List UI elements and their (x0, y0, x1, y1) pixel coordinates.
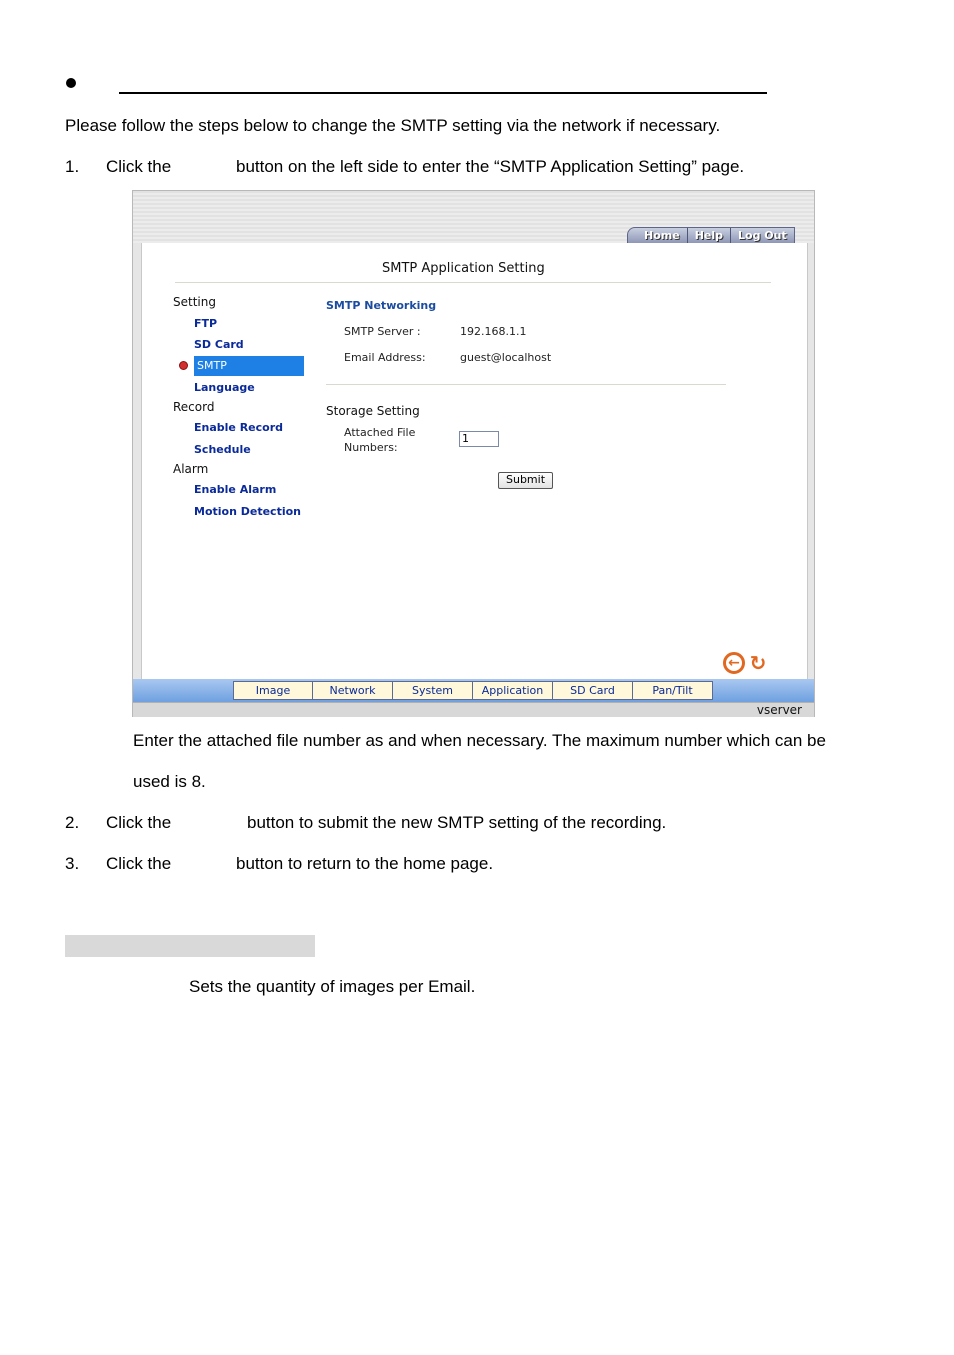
step-2-number: 2. (65, 813, 80, 832)
refresh-icon[interactable]: ↻ (749, 651, 767, 675)
sidebar-item-enable-alarm[interactable]: Enable Alarm (194, 483, 277, 496)
brand-label: vserver (756, 703, 802, 717)
note-line-2: used is 8. (133, 772, 206, 791)
sidebar-heading-alarm: Alarm (173, 462, 209, 476)
sidebar-heading-setting: Setting (173, 295, 216, 309)
home-link[interactable]: Home (644, 229, 680, 242)
step-2-post: button to submit the new SMTP setting of the recording. (247, 813, 667, 832)
page-title: SMTP Application Setting (382, 261, 545, 276)
section-divider (326, 384, 726, 385)
bullet (66, 78, 76, 88)
footer-bar (133, 702, 814, 717)
storage-setting-heading: Storage Setting (326, 404, 420, 418)
logout-link[interactable]: Log Out (730, 228, 794, 243)
tab-pan-tilt[interactable]: Pan/Tilt (633, 681, 713, 700)
sidebar-item-motion-detection[interactable]: Motion Detection (194, 505, 301, 518)
smtp-settings-screenshot (132, 190, 815, 717)
tabs (233, 679, 713, 702)
sidebar-item-sd-card[interactable]: SD Card (194, 338, 244, 351)
bottom-tab-bar (133, 679, 814, 702)
submit-button[interactable]: Submit (498, 472, 553, 489)
title-divider (175, 282, 771, 283)
back-arrow-icon[interactable]: ← (723, 652, 745, 674)
active-indicator-icon (179, 361, 188, 370)
tab-sd-card[interactable]: SD Card (553, 681, 633, 700)
nav-icons (723, 652, 769, 674)
note-line-1: Enter the attached file number as and when necessary. The maximum number which can be (133, 731, 826, 750)
attached-file-numbers-input[interactable]: 1 (459, 431, 499, 447)
email-address-label: Email Address: (344, 351, 426, 364)
step-3-post: button to return to the home page. (236, 854, 494, 873)
attached-file-label-line2: Numbers: (344, 441, 398, 454)
step-1-pre: Click the (106, 157, 172, 176)
content-panel (141, 243, 808, 679)
tab-network[interactable]: Network (313, 681, 393, 700)
tab-application[interactable]: Application (473, 681, 553, 700)
attached-file-label-line1: Attached File (344, 426, 416, 439)
top-navigation (627, 227, 795, 244)
intro-text: Please follow the steps below to change the SMTP setting via the network if necessary. (65, 116, 721, 135)
definition-text: Sets the quantity of images per Email. (189, 977, 476, 996)
step-3-pre: Click the (106, 854, 172, 873)
step-1-number: 1. (65, 157, 80, 176)
step-3-number: 3. (65, 854, 80, 873)
email-address-value: guest@localhost (460, 351, 552, 364)
sidebar-item-smtp[interactable]: SMTP (194, 356, 304, 376)
sidebar-item-ftp[interactable]: FTP (194, 317, 218, 330)
smtp-server-label: SMTP Server : (344, 325, 421, 338)
help-link[interactable]: Help (687, 228, 730, 243)
sidebar-item-enable-record[interactable]: Enable Record (194, 421, 284, 434)
section-header-bar (65, 935, 315, 957)
sidebar-heading-record: Record (173, 400, 215, 414)
smtp-server-value: 192.168.1.1 (460, 325, 527, 338)
step-2-pre: Click the (106, 813, 172, 832)
smtp-networking-heading: SMTP Networking (326, 299, 437, 312)
tab-image[interactable]: Image (233, 681, 313, 700)
sidebar-item-language[interactable]: Language (194, 381, 255, 394)
sidebar-item-schedule[interactable]: Schedule (194, 443, 251, 456)
heading-underline (119, 92, 767, 94)
tab-system[interactable]: System (393, 681, 473, 700)
step-1-post: button on the left side to enter the “SMTP Application Setting” page. (236, 157, 745, 176)
